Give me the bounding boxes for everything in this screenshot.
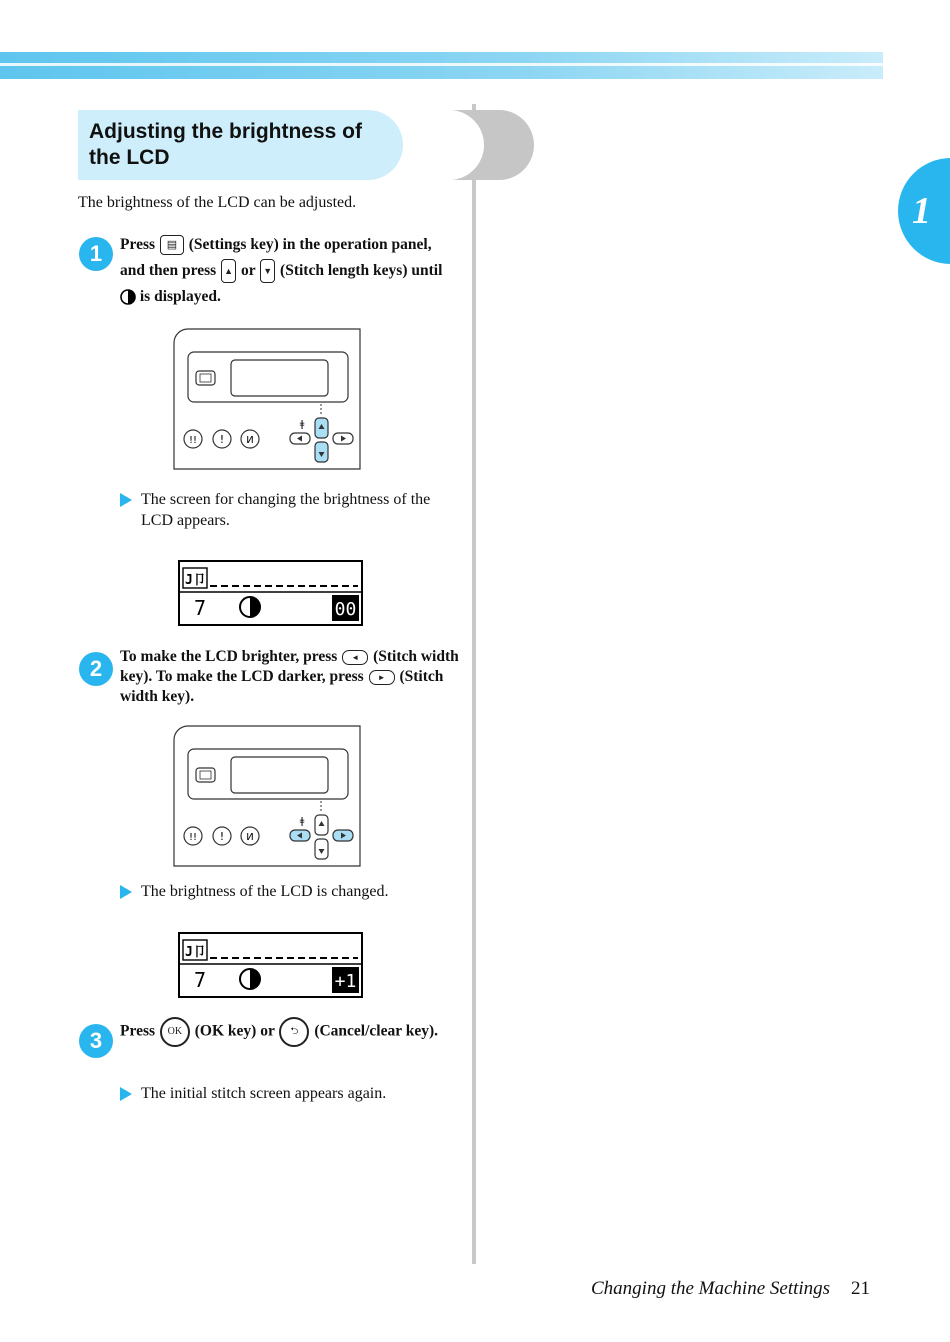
- footer-title: Changing the Machine Settings: [591, 1278, 831, 1299]
- svg-text:И: И: [246, 832, 254, 843]
- step-2-instruction: To make the LCD brighter, press ◄ (Stitch width key). To make the LCD darker, press ► (Stitch width key).: [120, 648, 459, 705]
- svg-text:J卩: J卩: [185, 945, 206, 960]
- step-3-result: The initial stitch screen appears again.: [120, 1083, 460, 1104]
- operation-panel-diagram-2: [172, 725, 362, 867]
- lcd-screen-2: [178, 932, 363, 998]
- lcd-display-2: [180, 934, 361, 996]
- intro-text: The brightness of the LCD can be adjusted.: [78, 194, 357, 211]
- step-3-instruction: Press OK (OK key) or ⮌ (Cancel/clear key).: [120, 1017, 460, 1047]
- svg-text:И: И: [246, 435, 254, 446]
- lcd-value-1: 00: [334, 599, 357, 620]
- operation-panel-diagram-1: [172, 328, 362, 470]
- lcd-number-2: 7: [194, 968, 207, 992]
- stitch-length-up-key-icon: ▲: [221, 259, 236, 283]
- svg-text:!!: !!: [188, 832, 198, 843]
- step-1-instruction: Press ▤ (Settings key) in the operation panel, and then press ▲ or ▼ (Stitch length keys) until is displayed.: [120, 236, 443, 305]
- stitch-width-left-key-icon: ◄: [342, 650, 368, 665]
- brightness-icon: [120, 289, 136, 305]
- section-title-box: [78, 110, 458, 180]
- result-arrow-icon: [120, 1087, 132, 1101]
- lcd-screen-1: [178, 560, 363, 626]
- section-title: Adjusting the brightness of the LCD: [89, 120, 362, 169]
- step-1-number: 1: [79, 237, 113, 271]
- stitch-width-right-key-icon: ►: [369, 670, 395, 685]
- svg-text:J卩: J卩: [185, 573, 206, 588]
- step-3-number: 3: [79, 1024, 113, 1058]
- result-arrow-icon: [120, 493, 132, 507]
- step-2-number: 2: [79, 652, 113, 686]
- ok-key-icon: OK: [160, 1017, 190, 1047]
- svg-text:ǂ: ǂ: [299, 816, 305, 827]
- svg-text:!: !: [219, 830, 225, 843]
- column-divider: [472, 104, 476, 1264]
- stitch-length-down-key-icon: ▼: [260, 259, 275, 283]
- settings-key-icon: ▤: [160, 235, 184, 255]
- step-1-result: The screen for changing the brightness of the LCD appears.: [120, 489, 460, 531]
- lcd-display-1: [180, 562, 361, 624]
- page-number: 21: [851, 1278, 870, 1299]
- svg-text:!: !: [219, 433, 225, 446]
- lcd-number-1: 7: [194, 596, 207, 620]
- svg-text:ǂ: ǂ: [299, 419, 305, 430]
- lcd-value-2: +1: [334, 971, 357, 992]
- svg-text:!!: !!: [188, 435, 198, 446]
- step-2-result: The brightness of the LCD is changed.: [120, 881, 460, 902]
- cancel-clear-key-icon: ⮌: [279, 1017, 309, 1047]
- chapter-tab: 1: [898, 158, 950, 264]
- header-band: [0, 52, 883, 79]
- result-arrow-icon: [120, 885, 132, 899]
